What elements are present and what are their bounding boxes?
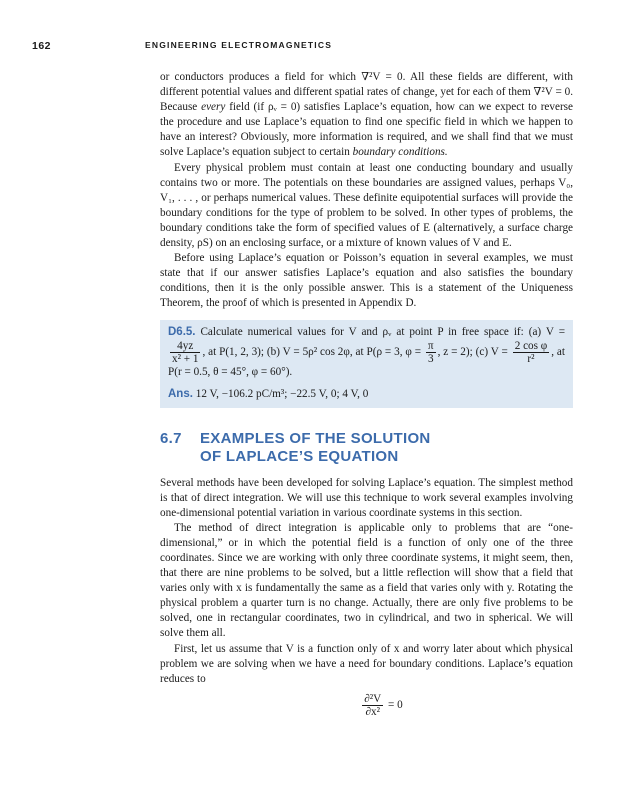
running-title: ENGINEERING ELECTROMAGNETICS: [145, 40, 333, 50]
text-column: [160, 70, 573, 718]
laplace-equation: [160, 693, 573, 718]
equation-rhs: = 0: [388, 698, 403, 711]
problem-part-a: (a) V =: [528, 325, 566, 338]
answer-label: Ans.: [168, 387, 193, 400]
paragraph-uniqueness: Before using Laplace’s equation or Poisson’s equation in several examples, we must state that if our answer satisfies Laplace’s equation and also satisfies the boundary conditions, then it is the only possible answer. This is a statement of the Uniqueness Theorem, the proof of which is presented in Appendix D.: [160, 252, 573, 310]
section-title-line1: EXAMPLES OF THE SOLUTION: [200, 429, 431, 447]
answer-text: 12 V, −106.2 pC/m³; −22.5 V, 0; 4 V, 0: [195, 387, 369, 400]
section-number: 6.7: [160, 429, 182, 447]
section-title-line2: OF LAPLACE’S EQUATION: [200, 447, 399, 465]
answer-line: [168, 387, 565, 402]
paragraph-assumption: First, let us assume that V is a function only of x and worry later about which physical problem we are solving when we have a need for boundary conditions. Laplace’s equation reduces to: [160, 642, 573, 685]
fraction-a: $\frac{4yz}{\text{x² + 1}}$: [172, 339, 199, 365]
paragraph-direct-integration: The method of direct integration is applicable only to problems that are “one-dimensional,” or in which the potential field is a function of only one of the three coordinates. Since we are working with only three coordinate systems, it might seem, then, that there are nine problems to be solved, but a little reflection will show that a field that varies only with x is fundamentally the same as a field that varies only with y. Rotating the physical problem a quarter turn is no change. Actually, there are only five problems to be solved, one in rectangular coordinates, two in cylindrical, and two in spherical. We will solve them all.: [160, 521, 573, 640]
drill-problem-box: [160, 320, 573, 408]
problem-part-c: z = 2); (c) V =: [443, 345, 508, 358]
page-header: [0, 40, 627, 54]
problem-part-b: , at P(1, 2, 3); (b) V = 5ρ² cos 2φ, at P(ρ = 3, φ =: [202, 345, 422, 358]
fraction-b: $\frac{\pi}{3}$: [427, 339, 434, 365]
emphasis-boundary-conditions: boundary conditions.: [352, 146, 448, 159]
paragraph-boundaries: Every physical problem must contain at least one conducting boundary and usually contains two or more. The potentials on these boundaries are assigned values, perhaps V₀, V₁, . . . , or perhaps numerical values. These definite equipotential surfaces will provide the boundary conditions for the type of problem to be solved. In other types of problems, the boundary conditions take the form of specified values of E (alternatively, a surface charge density, ρS) on an enclosing surface, or a mixture of known values of V and E.: [160, 161, 573, 250]
page-number: 162: [32, 40, 52, 52]
equation-fraction: $\frac{\text{∂²V}}{\text{∂x²}}$: [364, 692, 382, 718]
paragraph-methods: Several methods have been developed for solving Laplace’s equation. The simplest method is that of direct integration. We will use this technique to work several examples involving one-dimensional potential variation in various coordinate systems in this section.: [160, 476, 573, 519]
problem-lead: Calculate numerical values for V and ρᵥ at point P in free space if:: [200, 325, 524, 338]
problem-statement: D6.5. Calculate numerical values for V and ρᵥ at point P in free space if: (a) V = $\frac{4yz}{\text{x² + 1}}$ , at P(1, 2, 3); (b) V = 5ρ² cos 2φ, at P(ρ = 3, φ = $\frac{\pi}{3}$ , z = 2); (c) V = $\frac{\text{2 cos φ}}{\text{r²}}$ , at P(r = 0.5, θ = 45°, φ = 60°).: [168, 325, 566, 378]
fraction-c: $\frac{\text{2 cos φ}}{\text{r²}}$: [514, 339, 548, 365]
section-heading: [160, 430, 573, 466]
paragraph-intro: or conductors produces a field for which ∇²V = 0. All these fields are different, with different potential values and different spatial rates of change, yet for each of them ∇²V = 0. Because every field (if ρᵥ = 0) satisfies Laplace’s equation, how can we expect to reverse the procedure and use Laplace’s equation to find one specific field in which we happen to have an interest? Obviously, more information is required, and we shall find that we must solve Laplace’s equation subject to certain boundary conditions.: [160, 71, 573, 159]
emphasis-every: every: [201, 101, 226, 114]
problem-label: D6.5.: [168, 325, 196, 338]
